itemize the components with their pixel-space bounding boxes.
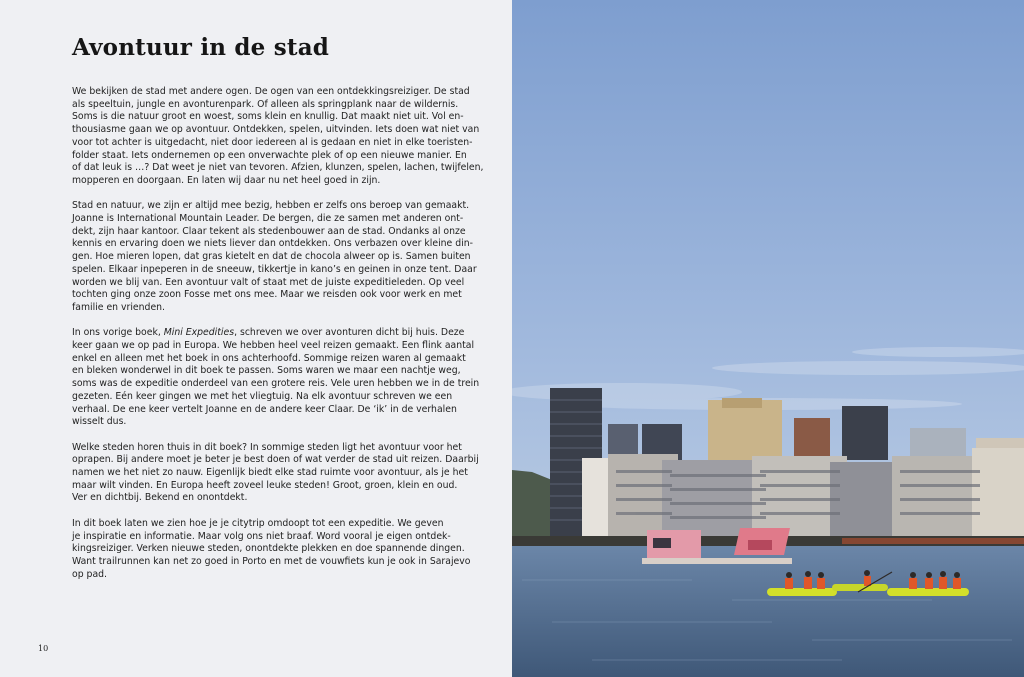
text-line: Want trailrunnen kan net zo goed in Porto en met de vouwfiets kun je ook in Sarajevo <box>72 555 471 567</box>
text-line: Joanne is International Mountain Leader. De bergen, die ze samen met anderen ont- <box>72 213 464 225</box>
text-line: wisselt dus. <box>72 416 127 428</box>
text-line: op pad. <box>72 568 107 580</box>
text-line: We bekijken de stad met andere ogen. De ogen van een ontdekkingsreiziger. De stad <box>72 86 470 97</box>
paragraph-intro <box>72 86 484 188</box>
text-line: je inspiratie en informatie. Maar volg ons niet braaf. Word vooral je eigen ontdek- <box>72 530 451 542</box>
text-line: tochten ging onze zoon Fosse met ons mee. Maar we reisden ook voor werk en met <box>72 289 462 301</box>
text-line: keer gaan we op pad in Europa. We hebben heel veel reizen gemaakt. Een flink aantal <box>72 340 475 352</box>
text-line: namen we het niet zo nauw. Eigenlijk biedt elke stad ruimte voor avontuur, als je het <box>72 467 468 479</box>
text-line: en bleken wonderwel in dit boek te passen. Soms waren we maar een nachtje weg, <box>72 365 461 377</box>
text-run: In ons vorige boek, <box>72 327 164 339</box>
text-line: verhaal. De ene keer vertelt Joanne en de andere keer Claar. De ‘ik’ in de verhalen <box>72 403 457 415</box>
text-line: gezeten. Eén keer gingen we met het vliegtuig. Na elk avontuur schreven we een <box>72 390 453 402</box>
water <box>512 546 1024 677</box>
text-line: dekt, zijn haar kantoor. Claar tekent als stedenbouwer aan de stad. Ondanks al onze <box>72 225 466 237</box>
text-line: thousiasme gaan we op avontuur. Ontdekken, spelen, uitvinden. Iets doen wat niet van <box>72 124 480 136</box>
text-line: Soms is die natuur groot en woest, soms klein en knullig. Dat maakt niet uit. Vol en- <box>72 111 464 123</box>
city-waterfront-photo <box>512 0 1024 677</box>
text-line: oprapen. Bij andere moet je beter je best doen of wat verder de stad uit reizen. Daarbij <box>72 454 479 466</box>
book-title: Mini Expedities <box>163 327 235 339</box>
text-line: worden we blij van. Een avontuur valt of staat met de juiste expeditieleden. Op veel <box>72 276 465 288</box>
text-line: enkel en alleen met het boek in ons achterhoofd. Sommige reizen waren al gemaakt <box>72 352 466 364</box>
text-line: mopperen en doorgaan. En laten wij daar nu net heel goed in zijn. <box>72 174 381 186</box>
page-title: Avontuur in de stad <box>72 34 330 61</box>
page-number: 10 <box>38 644 49 653</box>
text-line: Welke steden horen thuis in dit boek? In sommige steden ligt het avontuur voor het <box>72 441 462 453</box>
text-line: folder staat. Iets ondernemen op een onverwachte plek of op een nieuwe manier. En <box>72 149 467 161</box>
text-line: of dat leuk is …? Dat weet je niet van tevoren. Afzien, klunzen, spelen, lachen, twijfelen, <box>72 162 484 174</box>
paragraph-which-cities <box>72 441 479 506</box>
text-line: soms was de expeditie onderdeel van een grotere reis. Vele uren hebben we in de trein <box>72 378 480 390</box>
body-text <box>72 86 484 594</box>
paragraph-authors <box>72 200 477 314</box>
text-line: Stad en natuur, we zijn er altijd mee bezig, hebben er zelfs ons beroep van gemaakt. <box>72 200 470 212</box>
text-line <box>72 327 465 340</box>
photo-illustration <box>512 0 1024 677</box>
text-run: , schreven we over avonturen dicht bij huis. Deze <box>234 327 465 339</box>
text-line: kingsreiziger. Verken nieuwe steden, onontdekte plekken en doe spannende dingen. <box>72 543 465 555</box>
paragraph-previous-book <box>72 327 480 429</box>
text-line: als speeltuin, jungle en avonturenpark. Of alleen als springplank naar de wildernis. <box>72 98 459 110</box>
text-line: familie en vrienden. <box>72 301 166 313</box>
text-line: voor tot achter is uitgedacht, niet door iedereen al is gedaan en niet in elke toeristen- <box>72 136 473 148</box>
paragraph-this-book <box>72 517 471 582</box>
text-line: Ver en dichtbij. Bekend en onontdekt. <box>72 492 248 504</box>
text-line: spelen. Elkaar inpeperen in de sneeuw, tikkertje in kano’s en geinen in onze tent. Daar <box>72 263 477 275</box>
text-line: maar wilt vinden. En Europa heeft zoveel leuke steden! Groot, groen, klein en oud. <box>72 479 458 491</box>
text-line: kennis en ervaring doen we niets liever dan ontdekken. Ons verbazen over kleine din- <box>72 238 473 250</box>
text-line: In dit boek laten we zien hoe je je citytrip omdoopt tot een expeditie. We geven <box>72 517 444 529</box>
text-line: gen. Hoe mieren lopen, dat gras kietelt en dat de chocola alweer op is. Samen buiten <box>72 251 471 263</box>
